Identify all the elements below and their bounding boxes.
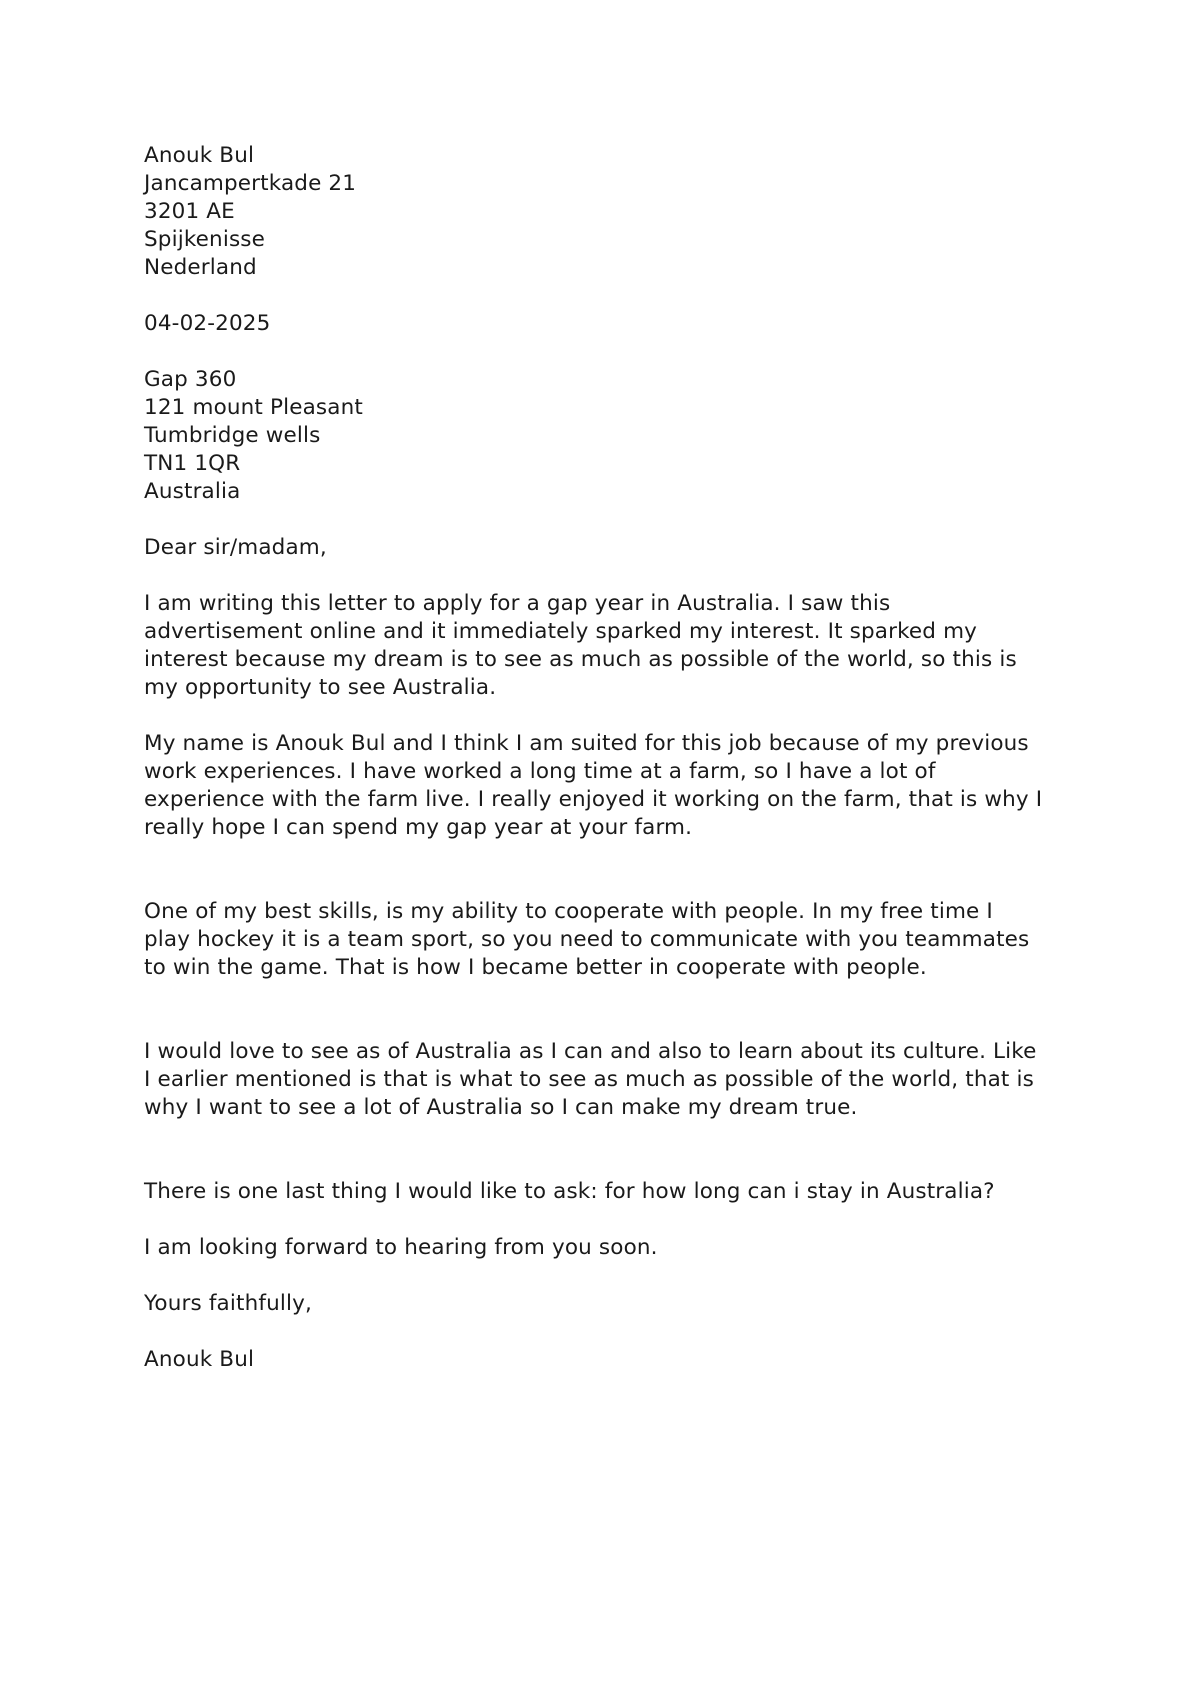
paragraph-line: my opportunity to see Australia. bbox=[144, 675, 497, 700]
paragraph-line: experience with the farm live. I really enjoyed it working on the farm, that is why I bbox=[144, 787, 1043, 812]
closing-text: Yours faithfully, bbox=[144, 1291, 312, 1316]
salutation bbox=[144, 534, 1074, 562]
paragraph-line: One of my best skills, is my ability to cooperate with people. In my free time I bbox=[144, 899, 993, 924]
letter-date bbox=[144, 310, 1074, 338]
paragraph-experience bbox=[144, 730, 1074, 842]
paragraph-line: I would love to see as of Australia as I can and also to learn about its culture. Like bbox=[144, 1039, 1037, 1064]
closing bbox=[144, 1290, 1074, 1318]
paragraph-line: play hockey it is a team sport, so you need to communicate with you teammates bbox=[144, 927, 1030, 952]
recipient-city: Tumbridge wells bbox=[144, 423, 321, 448]
paragraph-line: advertisement online and it immediately sparked my interest. It sparked my bbox=[144, 619, 978, 644]
paragraph-question bbox=[144, 1178, 1074, 1206]
sender-address bbox=[144, 142, 1074, 282]
paragraph-line: I earlier mentioned is that is what to see as much as possible of the world, that is bbox=[144, 1067, 1034, 1092]
paragraph-line: interest because my dream is to see as much as possible of the world, so this is bbox=[144, 647, 1017, 672]
sender-name: Anouk Bul bbox=[144, 143, 255, 168]
paragraph-closing-remark bbox=[144, 1234, 1074, 1262]
paragraph-line: why I want to see a lot of Australia so I can make my dream true. bbox=[144, 1095, 858, 1120]
recipient-address bbox=[144, 366, 1074, 506]
sender-country: Nederland bbox=[144, 255, 257, 280]
paragraph-line: really hope I can spend my gap year at your farm. bbox=[144, 815, 693, 840]
recipient-name: Gap 360 bbox=[144, 367, 237, 392]
recipient-country: Australia bbox=[144, 479, 241, 504]
signature-name: Anouk Bul bbox=[144, 1347, 255, 1372]
recipient-street: 121 mount Pleasant bbox=[144, 395, 363, 420]
sender-postcode: 3201 AE bbox=[144, 199, 235, 224]
paragraph-skills bbox=[144, 898, 1074, 982]
paragraph-line: There is one last thing I would like to ask: for how long can i stay in Australia? bbox=[144, 1179, 995, 1204]
paragraph-line: work experiences. I have worked a long time at a farm, so I have a lot of bbox=[144, 759, 936, 784]
paragraph-line: My name is Anouk Bul and I think I am suited for this job because of my previous bbox=[144, 731, 1029, 756]
paragraph-motivation bbox=[144, 1038, 1074, 1122]
date-text: 04-02-2025 bbox=[144, 311, 271, 336]
paragraph-line: I am looking forward to hearing from you soon. bbox=[144, 1235, 658, 1260]
paragraph-line: to win the game. That is how I became better in cooperate with people. bbox=[144, 955, 927, 980]
sender-street: Jancampertkade 21 bbox=[144, 171, 357, 196]
paragraph-intro bbox=[144, 590, 1074, 702]
sender-city: Spijkenisse bbox=[144, 227, 266, 252]
signature bbox=[144, 1346, 1074, 1374]
salutation-text: Dear sir/madam, bbox=[144, 535, 327, 560]
recipient-postcode: TN1 1QR bbox=[144, 451, 241, 476]
paragraph-line: I am writing this letter to apply for a gap year in Australia. I saw this bbox=[144, 591, 891, 616]
